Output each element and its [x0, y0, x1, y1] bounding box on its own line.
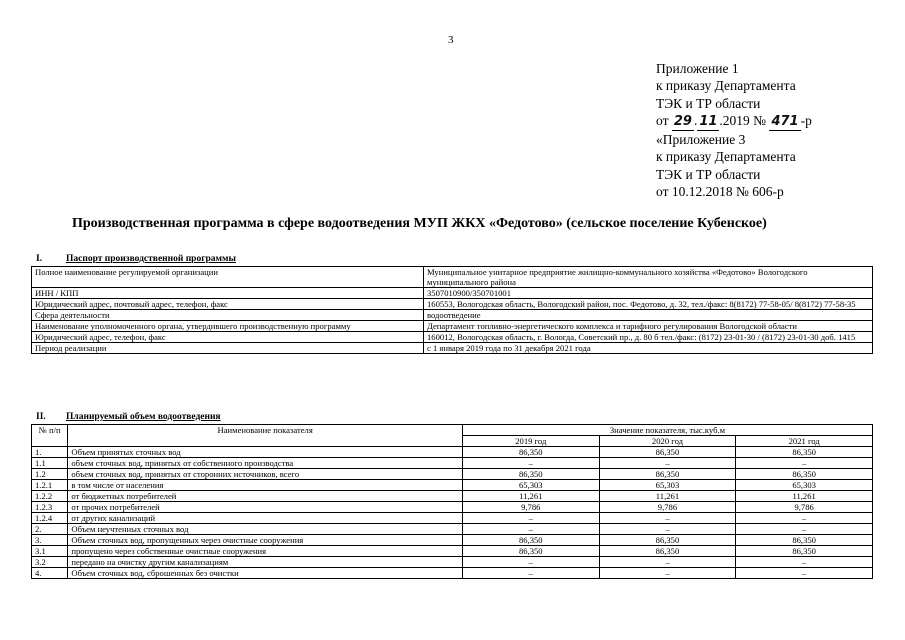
handwritten-month: 11	[697, 113, 719, 131]
passport-value: Департамент топливно-энергетического комплекса и тарифного регулирования Вологодской области	[424, 321, 873, 332]
row-value: 86,350	[736, 535, 873, 546]
row-value: –	[462, 458, 599, 469]
row-name: объем сточных вод, принятых от собственного производства	[68, 458, 463, 469]
row-value: 11,261	[599, 491, 736, 502]
row-name: пропущено через собственные очистные сооружения	[68, 546, 463, 557]
row-value: 11,261	[462, 491, 599, 502]
row-value: 86,350	[736, 469, 873, 480]
volume-row	[32, 535, 873, 546]
volume-row	[32, 447, 873, 458]
row-number: 4.	[32, 568, 68, 579]
row-value: –	[736, 557, 873, 568]
row-number: 2.	[32, 524, 68, 535]
row-value: 65,303	[599, 480, 736, 491]
passport-row	[32, 288, 873, 299]
passport-table	[31, 266, 873, 354]
section-2-label: Планируемый объем водоотведения	[66, 412, 221, 422]
row-number: 1.1	[32, 458, 68, 469]
section-2-heading	[36, 412, 221, 422]
passport-label: Полное наименование регулируемой организации	[32, 267, 424, 288]
row-number: 1.	[32, 447, 68, 458]
passport-label: Наименование уполномоченного органа, утвердившего производственную программу	[32, 321, 424, 332]
volume-row	[32, 546, 873, 557]
volume-row	[32, 491, 873, 502]
row-name: объем сточных вод, принятых от сторонних источников, всего	[68, 469, 463, 480]
row-name: от бюджетных потребителей	[68, 491, 463, 502]
section-1-label: Паспорт производственной программы	[66, 254, 236, 264]
volume-row	[32, 469, 873, 480]
row-name: от прочих потребителей	[68, 502, 463, 513]
row-number: 1.2	[32, 469, 68, 480]
passport-row	[32, 299, 873, 310]
row-value: 86,350	[462, 535, 599, 546]
row-number: 3.1	[32, 546, 68, 557]
row-value: 86,350	[599, 469, 736, 480]
row-value: –	[599, 568, 736, 579]
row-number: 1.2.3	[32, 502, 68, 513]
row-value: 86,350	[736, 546, 873, 557]
approval-line-6: к приказу Департамента	[656, 149, 796, 165]
passport-value: 160553, Вологодская область, Вологодский район, пос. Федотово, д. 32, тел./факс: 8(8172) 77-58-05/ 8(8172) 77-58-35	[424, 299, 873, 310]
passport-label: Период реализации	[32, 343, 424, 354]
row-name: от других канализаций	[68, 513, 463, 524]
row-number: 3.2	[32, 557, 68, 568]
row-value: –	[462, 557, 599, 568]
date-prefix: от	[656, 112, 669, 128]
order-suffix: -р	[800, 112, 812, 128]
approval-line-3: ТЭК и ТР области	[656, 95, 761, 111]
row-value: 86,350	[462, 546, 599, 557]
document-title: Производственная программа в сфере водоотведения МУП ЖКХ «Федотово» (сельское поселение Кубенское)	[72, 216, 767, 231]
passport-value: 3507010900/350701001	[424, 288, 873, 299]
date-sep: .	[693, 112, 698, 128]
section-1-number: I.	[36, 254, 43, 264]
row-value: –	[736, 568, 873, 579]
passport-value: 160012, Вологодская область, г. Вологда, Советский пр., д. 80 б тел./факс: (8172) 23-01-30 / (8172) 23-01-30 доб. 1415	[424, 332, 873, 343]
passport-row	[32, 321, 873, 332]
approval-line-8: от 10.12.2018 № 606-р	[656, 184, 784, 200]
row-name: Объем принятых сточных вод	[68, 447, 463, 458]
approval-date-line	[656, 112, 812, 131]
row-value: 65,303	[462, 480, 599, 491]
passport-row	[32, 343, 873, 354]
passport-value: с 1 января 2019 года по 31 декабря 2021 года	[424, 343, 873, 354]
row-name: в том числе от населения	[68, 480, 463, 491]
row-value: –	[599, 524, 736, 535]
section-1-heading	[36, 254, 236, 264]
passport-value: Муниципальное унитарное предприятие жилищно-коммунального хозяйства «Федотово» Вологодского муниципального района	[424, 267, 873, 288]
handwritten-day: 29	[672, 113, 694, 131]
approval-block	[656, 60, 812, 200]
passport-label: Сфера деятельности	[32, 310, 424, 321]
row-value: 11,261	[736, 491, 873, 502]
approval-line-5: «Приложение 3	[656, 132, 746, 148]
date-year: .2019 №	[719, 112, 767, 128]
header-num: № п/п	[32, 425, 68, 447]
passport-row	[32, 267, 873, 288]
passport-row	[32, 332, 873, 343]
handwritten-order-number: 471	[769, 113, 800, 131]
approval-line-1: Приложение 1	[656, 61, 739, 76]
volume-row	[32, 524, 873, 535]
row-value: –	[462, 568, 599, 579]
row-name: Объем сточных вод, пропущенных через очистные сооружения	[68, 535, 463, 546]
header-name: Наименование показателя	[68, 425, 463, 447]
volume-row	[32, 502, 873, 513]
volume-row	[32, 557, 873, 568]
row-value: –	[599, 557, 736, 568]
page-number: 3	[448, 34, 454, 46]
row-value: 9,786	[736, 502, 873, 513]
row-name: Объем сточных вод, сброшенных без очистки	[68, 568, 463, 579]
row-value: 86,350	[736, 447, 873, 458]
volume-header-row	[32, 425, 873, 436]
row-value: 9,786	[462, 502, 599, 513]
row-value: 86,350	[462, 469, 599, 480]
row-number: 1.2.1	[32, 480, 68, 491]
volume-table	[31, 424, 873, 579]
volume-row	[32, 458, 873, 469]
approval-line-2: к приказу Департамента	[656, 78, 796, 94]
row-name: Объем неучтенных сточных вод	[68, 524, 463, 535]
passport-label: Юридический адрес, почтовый адрес, телефон, факс	[32, 299, 424, 310]
row-number: 3.	[32, 535, 68, 546]
header-year-2019: 2019 год	[462, 436, 599, 447]
row-value: –	[462, 513, 599, 524]
header-year-2020: 2020 год	[599, 436, 736, 447]
row-value: 86,350	[599, 546, 736, 557]
section-2-number: II.	[36, 412, 46, 422]
passport-label: ИНН / КПП	[32, 288, 424, 299]
passport-value: водоотведение	[424, 310, 873, 321]
volume-row	[32, 513, 873, 524]
header-year-2021: 2021 год	[736, 436, 873, 447]
header-value: Значение показателя, тыс.куб.м	[462, 425, 872, 436]
approval-line-7: ТЭК и ТР области	[656, 166, 761, 182]
row-number: 1.2.4	[32, 513, 68, 524]
volume-row	[32, 568, 873, 579]
row-value: –	[736, 524, 873, 535]
row-number: 1.2.2	[32, 491, 68, 502]
volume-row	[32, 480, 873, 491]
row-value: –	[736, 458, 873, 469]
row-value: –	[736, 513, 873, 524]
row-value: 86,350	[599, 535, 736, 546]
passport-label: Юридический адрес, телефон, факс	[32, 332, 424, 343]
row-name: передано на очистку другим канализациям	[68, 557, 463, 568]
row-value: –	[599, 513, 736, 524]
row-value: 86,350	[462, 447, 599, 458]
passport-row	[32, 310, 873, 321]
row-value: –	[599, 458, 736, 469]
row-value: 86,350	[599, 447, 736, 458]
row-value: –	[462, 524, 599, 535]
row-value: 65,303	[736, 480, 873, 491]
row-value: 9,786	[599, 502, 736, 513]
